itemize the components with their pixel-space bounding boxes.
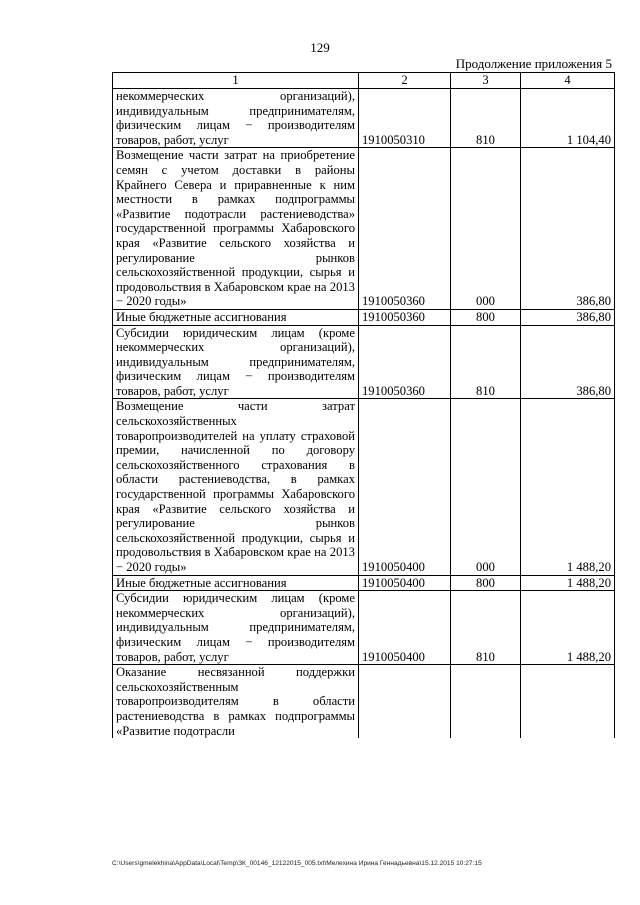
description-line: физическим лицам − производителям [116, 634, 355, 649]
description-line: некоммерческих организаций), [116, 89, 355, 103]
row-description [113, 148, 359, 310]
target-article-code: 1910050360 [359, 325, 451, 399]
description-line: в районы Крайнего Севера и [116, 162, 355, 192]
budget-table [112, 72, 615, 738]
description-line: индивидуальным предпринимателям, [116, 103, 355, 118]
row-description [113, 665, 359, 738]
description-line: рамках подпрограммы «Развитие [116, 192, 356, 221]
table-row [113, 309, 615, 325]
description-line: индивидуальным предпринимателям, [116, 620, 355, 635]
description-line: подпрограммы «Развитие подотрасли [116, 708, 356, 738]
table-row [113, 399, 615, 575]
header-col-2: 2 [359, 73, 451, 89]
row-description [113, 325, 359, 399]
description-line: государственной программы [116, 221, 274, 236]
expense-type-code: 810 [451, 591, 521, 665]
row-description [113, 309, 359, 325]
amount-value: 1 488,20 [521, 591, 615, 665]
description-line: товаров, работ, услуг [116, 383, 229, 398]
description-line: Возмещение части затрат на [116, 148, 275, 163]
description-line: Возмещение части затрат [116, 399, 355, 414]
description-line: товаропроизводителям в области [116, 694, 355, 709]
header-row [113, 73, 615, 89]
description-line: страховой премии, начисленной по [116, 428, 355, 458]
description-line: сельскохозяйственной продукции, [116, 530, 303, 545]
table-row [113, 575, 615, 591]
header-col-1: 1 [113, 73, 359, 89]
expense-type-code [451, 665, 521, 738]
expense-type-code: 000 [451, 148, 521, 310]
target-article-code: 1910050360 [359, 309, 451, 325]
expense-type-code: 800 [451, 309, 521, 325]
description-line: сырья и продовольствия в Хабаровском [116, 265, 355, 294]
description-line: хозяйства и регулирование рынков [116, 501, 355, 531]
description-line: растениеводства, в рамках [178, 472, 355, 487]
file-path-footer: C:\Users\gmelekhina\AppData\Local\Temp\ЗК_00146_12122015_005.txt\Мелехина Ирина Геннадьевна\15.12.2015 10:27:15 [112, 860, 482, 867]
description-line: крае на 2013 − 2020 годы» [116, 279, 355, 309]
description-line: растениеводства в рамках [116, 708, 267, 723]
table-row [113, 591, 615, 665]
table-row [113, 325, 615, 399]
description-line: сельскохозяйственных [116, 414, 237, 429]
row-description [113, 89, 359, 148]
expense-type-code: 810 [451, 325, 521, 399]
amount-value: 386,80 [521, 148, 615, 310]
page-number: 129 [310, 40, 330, 55]
description-line: сельскохозяйственным [116, 679, 239, 694]
description-line: товаропроизводителей на уплату [116, 428, 296, 443]
description-line: товаров, работ, услуг [116, 132, 229, 147]
description-line: Субсидии юридическим лицам (кроме [116, 591, 355, 606]
description-line: крае на 2013 − 2020 годы» [116, 545, 355, 574]
target-article-code: 1910050400 [359, 591, 451, 665]
description-line: товаров, работ, услуг [116, 649, 229, 664]
description-line: хозяйства и регулирование рынков [116, 235, 355, 265]
amount-value: 386,80 [521, 309, 615, 325]
description-line: сырья и продовольствия в Хабаровском [116, 530, 355, 560]
target-article-code: 1910050310 [359, 89, 451, 148]
description-line: сельскохозяйственной продукции, [116, 265, 303, 280]
description-line: Хабаровского края «Развитие сельского [116, 487, 355, 516]
target-article-code: 1910050400 [359, 399, 451, 575]
header-col-4: 4 [521, 73, 615, 89]
description-line: приобретение семян с учетом доставки [116, 148, 355, 177]
table-row [113, 89, 615, 148]
amount-value [521, 665, 615, 738]
description-line: страхования в области [116, 457, 355, 487]
description-line: договору сельскохозяйственного [116, 443, 356, 472]
expense-type-code: 000 [451, 399, 521, 575]
row-description [113, 591, 359, 665]
description-line: приравненные к ним местности в [116, 177, 355, 207]
description-line: Субсидии юридическим лицам (кроме [116, 325, 355, 340]
expense-type-code: 800 [451, 575, 521, 591]
row-description [113, 575, 359, 591]
expense-type-code: 810 [451, 89, 521, 148]
description-line: Хабаровского края «Развитие сельского [116, 221, 355, 250]
description-line: подотрасли растениеводства» [184, 206, 355, 221]
table-row [113, 148, 615, 310]
description-line: Иные бюджетные ассигнования [116, 309, 287, 324]
target-article-code: 1910050360 [359, 148, 451, 310]
table-row [113, 665, 615, 738]
description-line: физическим лицам − производителям [116, 369, 355, 384]
description-line: государственной программы [116, 487, 274, 502]
table-body [113, 89, 615, 739]
row-description [113, 399, 359, 575]
description-line: некоммерческих организаций), [116, 340, 355, 355]
amount-value: 1 104,40 [521, 89, 615, 148]
description-line: индивидуальным предпринимателям, [116, 354, 355, 369]
description-line: некоммерческих организаций), [116, 605, 355, 620]
target-article-code: 1910050400 [359, 575, 451, 591]
amount-value: 386,80 [521, 325, 615, 399]
table-header [113, 73, 615, 89]
appendix-continuation-label: Продолжение приложения 5 [455, 56, 612, 71]
description-line: Оказание несвязанной поддержки [116, 665, 355, 680]
amount-value: 1 488,20 [521, 399, 615, 575]
header-col-3: 3 [451, 73, 521, 89]
amount-value: 1 488,20 [521, 575, 615, 591]
target-article-code [359, 665, 451, 738]
description-line: физическим лицам − производителям [116, 118, 355, 133]
description-line: Иные бюджетные ассигнования [116, 575, 287, 590]
